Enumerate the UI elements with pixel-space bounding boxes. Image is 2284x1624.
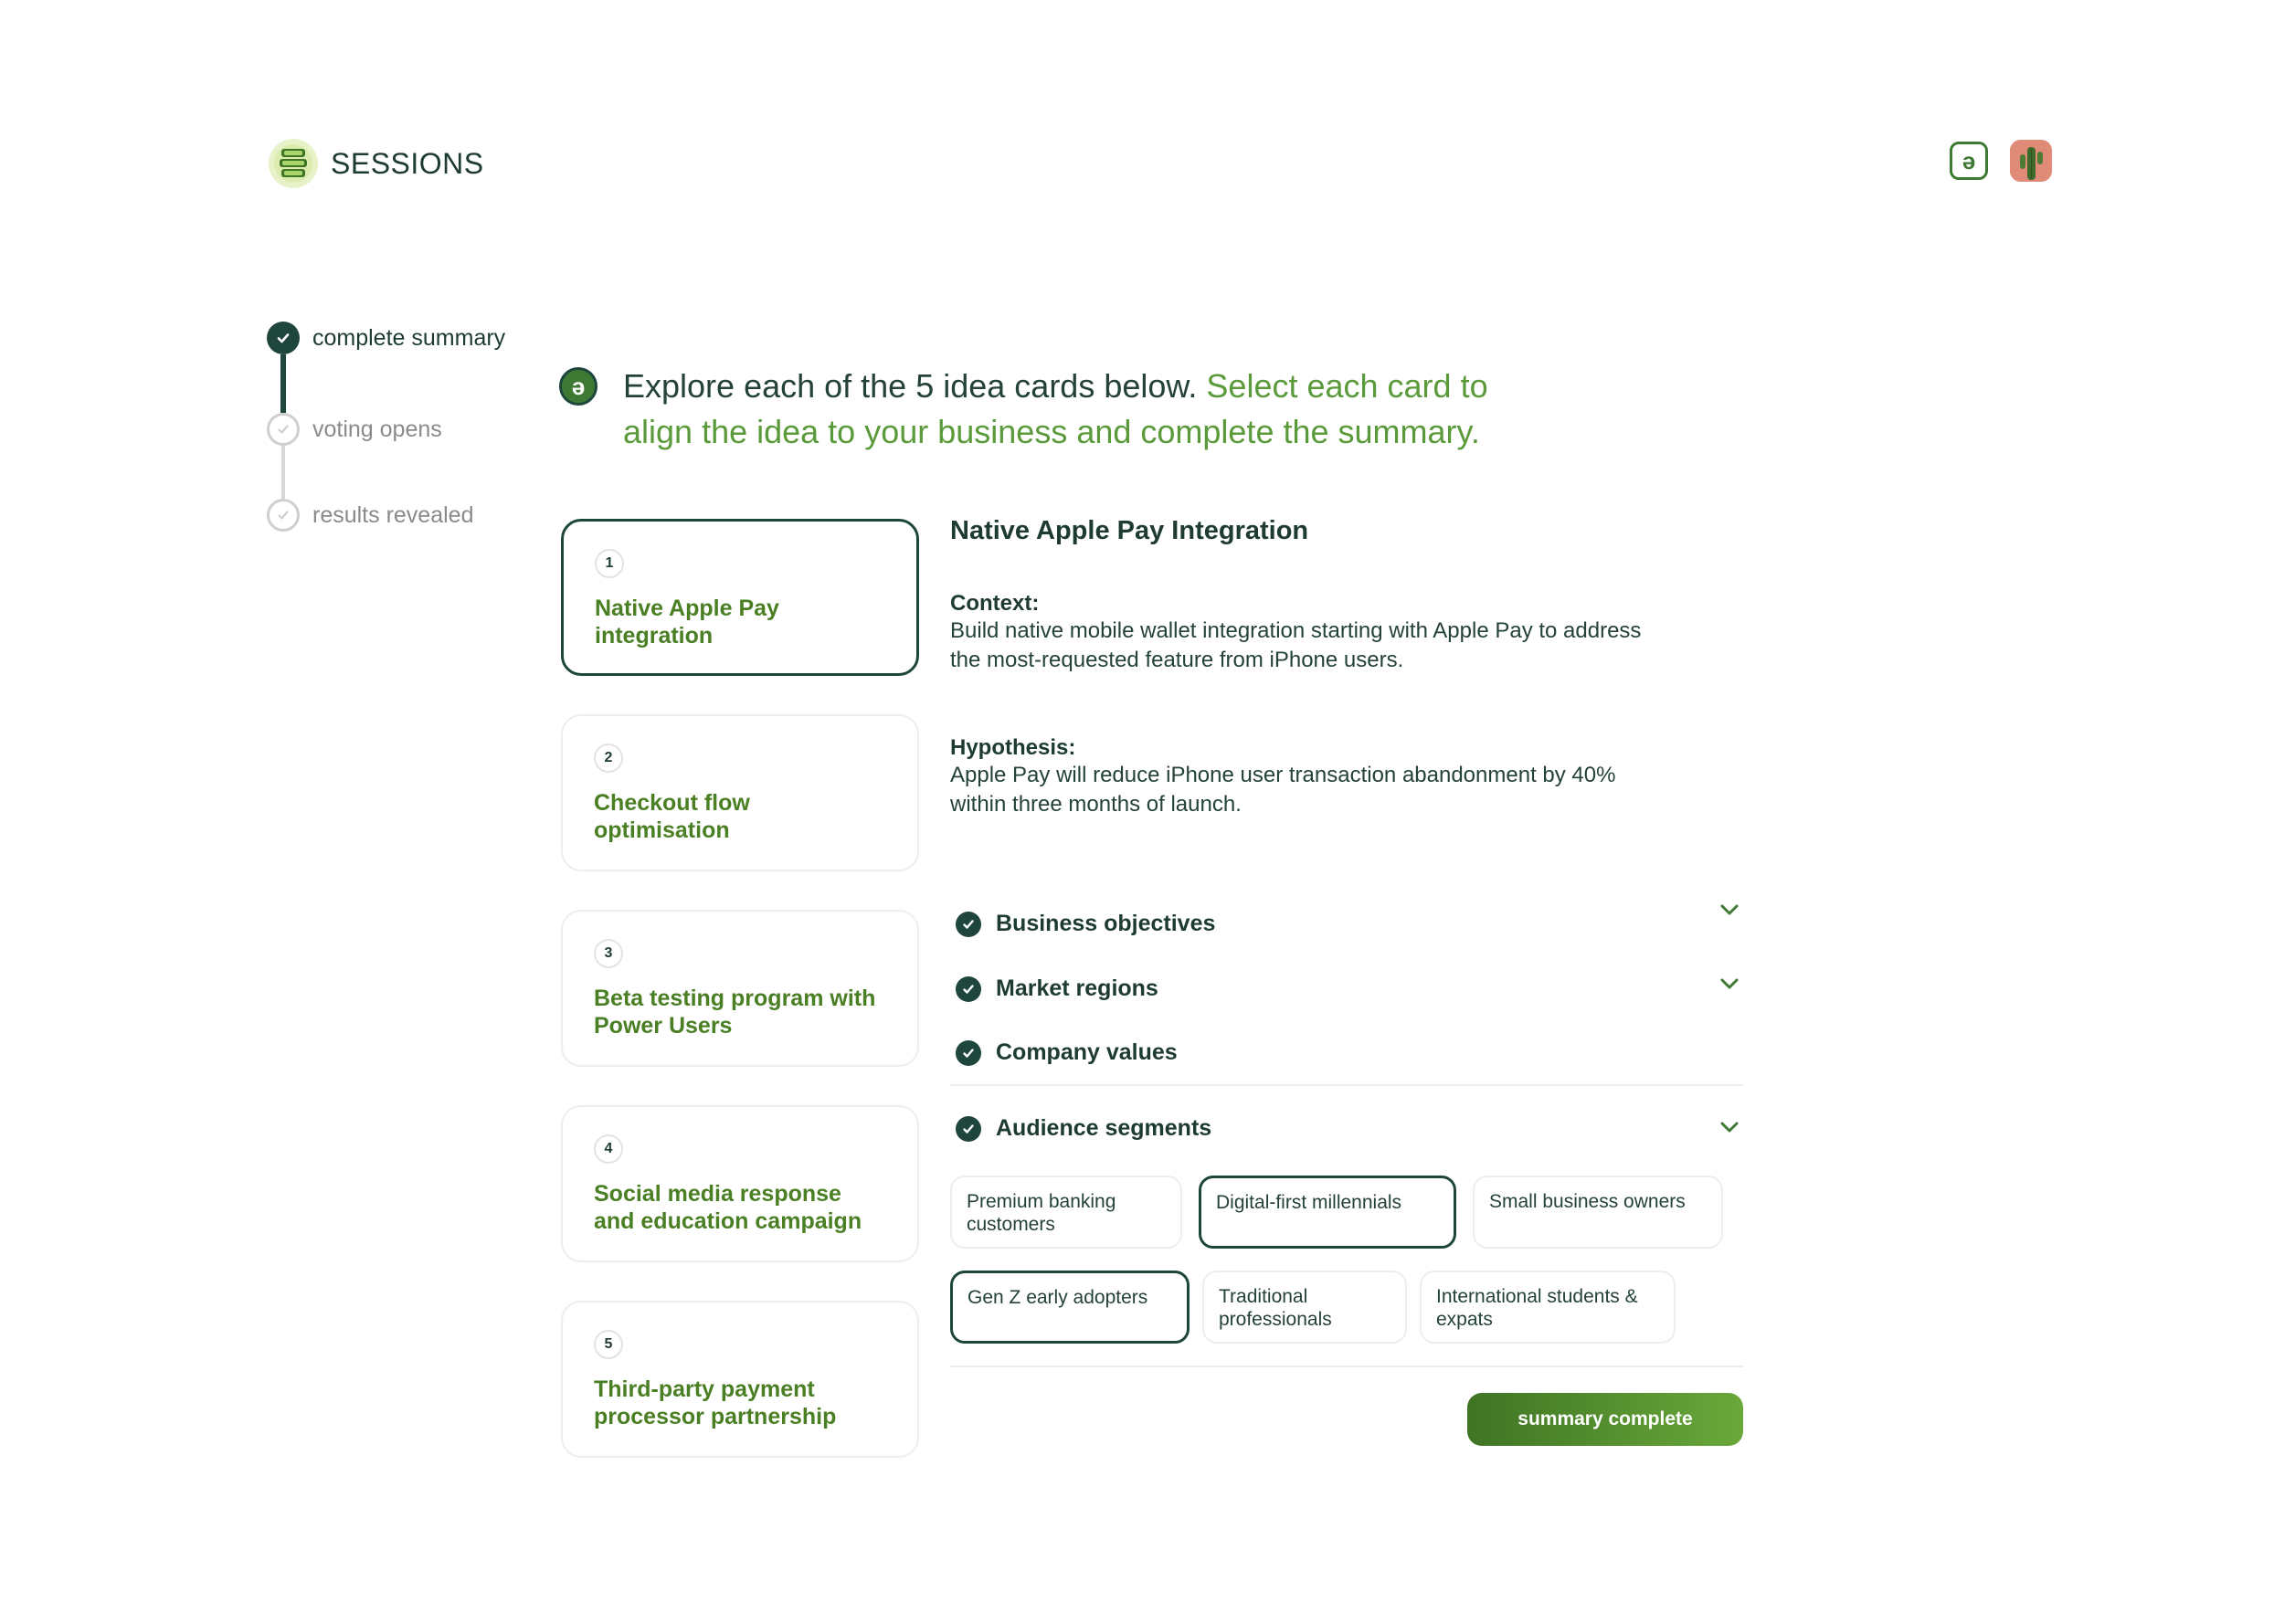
idea-card-2[interactable] <box>561 714 919 871</box>
summary-complete-button[interactable]: summary complete <box>1467 1393 1743 1446</box>
progress-stepper <box>267 322 505 590</box>
avatar[interactable] <box>2010 140 2052 182</box>
step-results-revealed[interactable] <box>267 499 505 590</box>
audience-chip[interactable] <box>1420 1271 1676 1344</box>
header-actions <box>1950 140 2052 182</box>
accordion-company-values[interactable] <box>956 1039 1741 1066</box>
intro-text <box>623 364 1537 455</box>
audience-chip[interactable] <box>1199 1176 1456 1249</box>
audience-chip[interactable] <box>1202 1271 1407 1344</box>
idea-card-3[interactable] <box>561 910 919 1067</box>
chip-label: Digital-first millennials <box>1216 1192 1402 1213</box>
intro-banner <box>559 364 1537 455</box>
chevron-down-icon[interactable] <box>1718 898 1741 922</box>
accordion-label: Business objectives <box>996 911 1216 936</box>
chip-label: Premium banking customers <box>967 1191 1116 1235</box>
audience-chip[interactable] <box>950 1176 1182 1249</box>
step-complete-summary[interactable] <box>267 322 505 413</box>
check-icon <box>956 1040 981 1066</box>
intro-text-part2: Select each card to align the idea to your business and complete the summary. <box>623 367 1488 450</box>
idea-detail-panel <box>950 516 1745 1429</box>
detail-title: Native Apple Pay Integration <box>950 516 1309 545</box>
card-number: 4 <box>594 1134 623 1164</box>
card-title: Social media response and education campaign <box>594 1181 862 1234</box>
app-logo[interactable] <box>267 137 484 190</box>
card-title: Beta testing program with Power Users <box>594 986 876 1039</box>
card-title: Third-party payment processor partnership <box>594 1376 837 1429</box>
check-icon <box>956 976 981 1002</box>
check-icon <box>956 912 981 937</box>
idea-card-5[interactable] <box>561 1301 919 1458</box>
chip-label: Gen Z early adopters <box>968 1287 1148 1308</box>
chip-label: Small business owners <box>1489 1191 1686 1212</box>
audience-chip[interactable] <box>950 1271 1190 1344</box>
idea-card-1[interactable] <box>561 519 919 676</box>
cactus-avatar-icon <box>2010 140 2052 182</box>
step-done-icon <box>267 322 300 354</box>
idea-card-4[interactable] <box>561 1105 919 1262</box>
step-pending-icon <box>267 413 300 446</box>
chip-label: Traditional professionals <box>1219 1286 1332 1330</box>
accordion-label: Market regions <box>996 975 1158 1001</box>
step-pending-icon <box>267 499 300 532</box>
chevron-down-icon[interactable] <box>1718 972 1741 996</box>
card-number: 3 <box>594 939 623 968</box>
step-label: voting opens <box>312 417 442 442</box>
accordion-market-regions[interactable] <box>956 975 1741 1002</box>
accordion-label: Company values <box>996 1039 1178 1065</box>
section-divider <box>950 1366 1743 1367</box>
check-icon <box>956 1116 981 1142</box>
assistant-icon: ə <box>1961 146 1976 174</box>
card-number: 1 <box>595 549 624 578</box>
step-voting-opens[interactable] <box>267 413 505 499</box>
card-number: 5 <box>594 1330 623 1359</box>
chip-label: International students & expats <box>1436 1286 1638 1330</box>
accordion-audience-segments[interactable] <box>956 1115 1741 1142</box>
context-label: Context: <box>950 591 1040 616</box>
accordion-label: Audience segments <box>996 1115 1212 1141</box>
card-number: 2 <box>594 743 623 773</box>
intro-text-part1: Explore each of the 5 idea cards below. <box>623 367 1207 405</box>
assistant-glyph: ə <box>571 372 586 400</box>
assistant-icon-button[interactable] <box>1950 142 1988 180</box>
section-divider <box>950 1084 1743 1086</box>
hypothesis-section <box>950 735 1644 819</box>
idea-card-list <box>561 519 919 1496</box>
step-label: complete summary <box>312 325 506 351</box>
chevron-down-icon[interactable] <box>1718 1115 1741 1139</box>
app-name: SESSIONS <box>331 146 484 180</box>
step-connector <box>280 354 286 413</box>
card-title: Native Apple Pay integration <box>595 596 779 649</box>
context-text: Build native mobile wallet integration starting with Apple Pay to address the most-requested feature from iPhone users. <box>950 618 1642 672</box>
assistant-icon <box>559 367 597 406</box>
accordion-business-objectives[interactable] <box>956 911 1741 937</box>
card-title: Checkout flow optimisation <box>594 790 750 843</box>
step-connector <box>281 446 285 499</box>
context-section <box>950 591 1644 675</box>
step-label: results revealed <box>312 502 474 528</box>
hypothesis-text: Apple Pay will reduce iPhone user transaction abandonment by 40% within three months of launch. <box>950 763 1616 817</box>
audience-chip[interactable] <box>1473 1176 1723 1249</box>
hypothesis-label: Hypothesis: <box>950 735 1076 760</box>
sessions-logo-icon <box>267 137 320 190</box>
